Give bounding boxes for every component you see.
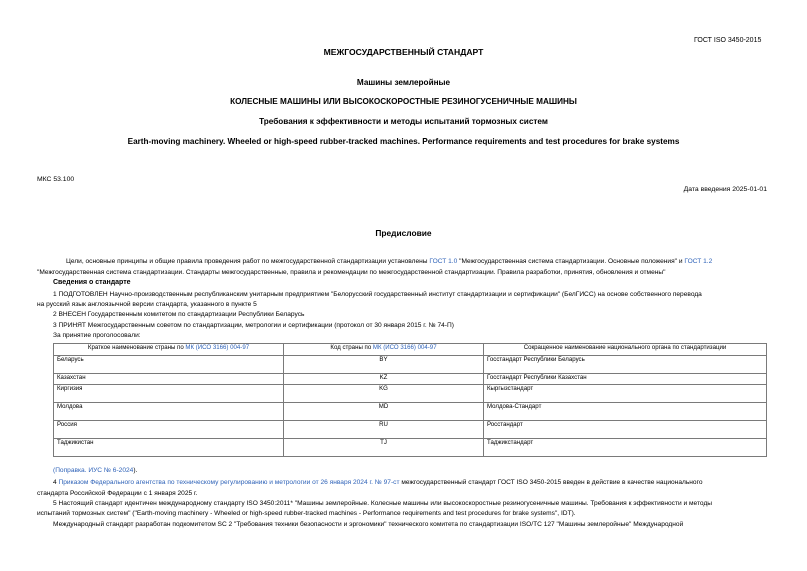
table-row (54, 421, 767, 439)
title-english: Earth-moving machinery. Wheeled or high-speed rubber-tracked machines. Performance requirements and test procedures for brake systems (127, 137, 680, 146)
country-name: Беларусь (54, 356, 284, 374)
title-line-1: Машины землеройные (356, 78, 451, 87)
item-1-cont: на русский язык англоязычной версии стандарта, указанного в пункте 5 (37, 301, 257, 308)
country-code: TJ (284, 439, 484, 457)
country-code: MD (284, 403, 484, 421)
item-4-cont: стандарта Российской Федерации с 1 января 2025 г. (37, 490, 198, 497)
standards-body: Госстандарт Республики Казахстан (484, 374, 767, 385)
order-link[interactable]: Приказом Федерального агентства по техническому регулированию и метрологии от 26 января 2024 г. № 97-ст (58, 479, 400, 486)
info-heading: Сведения о стандарте (53, 279, 131, 286)
text: (Поправка. (53, 467, 89, 474)
item-1: 1 ПОДГОТОВЛЕН Научно-производственным республиканским унитарным предприятием "Белорусский государственный институт стандартизации и сертификации" (БелГИСС) на основе собственного перевода (53, 291, 702, 298)
paragraph-principles (66, 258, 712, 265)
text: межгосударственный стандарт ГОСТ ISO 3450-2015 введен в действие в качестве национального (399, 479, 703, 486)
title-line-3: Требования к эффективности и методы испытаний тормозных систем (259, 117, 548, 126)
paragraph-principles-cont: "Межгосударственная система стандартизации. Стандарты межгосударственные, правила и рекомендации по межгосударственной стандартизации. Правила разработки, принятия, обновления и отмены" (37, 269, 666, 276)
standard-type: МЕЖГОСУДАРСТВЕННЫЙ СТАНДАРТ (323, 47, 484, 57)
table-row (54, 403, 767, 421)
standards-body: Таджикстандарт (484, 439, 767, 457)
ius-link[interactable]: ИУС № 6-2024 (88, 467, 134, 474)
country-name: Киргизия (54, 385, 284, 403)
item-6: Международный стандарт разработан подкомитетом SC 2 "Требования техники безопасности и эргономики" технического комитета по стандартизации ISO/TC 127 "Машины землеройные" Международной (53, 521, 684, 528)
document-code: ГОСТ ISO 3450-2015 (694, 37, 762, 44)
standards-body: Госстандарт Республики Беларусь (484, 356, 767, 374)
item-4 (53, 479, 703, 486)
item-3: 3 ПРИНЯТ Межгосударственным советом по стандартизации, метрологии и сертификации (протокол от 30 января 2015 г. № 74-П) (53, 322, 454, 329)
title-line-2: КОЛЕСНЫЕ МАШИНЫ ИЛИ ВЫСОКОСКОРОСТНЫЕ РЕЗИНОГУСЕНИЧНЫЕ МАШИНЫ (230, 97, 577, 106)
text: "Межгосударственная система стандартизации. Основные положения" и (457, 258, 685, 265)
standards-body: Кыргызстандарт (484, 385, 767, 403)
table-row (54, 439, 767, 457)
item-5-cont: испытаний тормозных систем" ("Earth-moving machinery - Wheeled or high-speed rubber-tracked machines - Performance requirements and test procedures for brake systems", IDT). (37, 510, 576, 517)
country-code: BY (284, 356, 484, 374)
mk-iso-link[interactable]: МК (ИСО 3166) 004-97 (372, 344, 437, 351)
text: Код страны по (330, 344, 373, 351)
amendment-note (53, 467, 137, 474)
introduction-date: Дата введения 2025-01-01 (683, 186, 767, 193)
table-header (284, 344, 484, 356)
foreword-heading: Предисловие (375, 228, 432, 238)
country-name: Россия (54, 421, 284, 439)
standards-body: Росстандарт (484, 421, 767, 439)
item-5: 5 Настоящий стандарт идентичен международному стандарту ISO 3450:2011* "Машины землеройные. Колесные машины или высокоскоростные резиногусеничные машины. Требования к эффективности и методы (53, 500, 713, 507)
countries-table (53, 343, 767, 457)
gost-1-0-link[interactable]: ГОСТ 1.0 (429, 258, 458, 265)
text: Сокращенное наименование национального органа по стандартизации (523, 344, 727, 351)
country-name: Казахстан (54, 374, 284, 385)
text: Краткое наименование страны по (87, 344, 186, 351)
voted-label: За принятие проголосовали: (53, 332, 141, 339)
standards-body: Молдова-Стандарт (484, 403, 767, 421)
item-2: 2 ВНЕСЕН Государственным комитетом по стандартизации Республики Беларусь (53, 311, 305, 318)
mk-iso-link[interactable]: МК (ИСО 3166) 004-97 (185, 344, 250, 351)
mks-code: МКС 53.100 (37, 176, 75, 183)
text: ). (133, 467, 138, 474)
text: 4 (53, 479, 59, 486)
country-code: KG (284, 385, 484, 403)
table-row (54, 385, 767, 403)
table-row (54, 356, 767, 374)
text: Цели, основные принципы и общие правила проведения работ по межгосударственной стандартизации установлены (66, 258, 430, 265)
table-header (54, 344, 284, 356)
country-code: KZ (284, 374, 484, 385)
table-row (54, 374, 767, 385)
country-name: Таджикистан (54, 439, 284, 457)
country-code: RU (284, 421, 484, 439)
table-header (484, 344, 767, 356)
gost-1-2-link[interactable]: ГОСТ 1.2 (684, 258, 713, 265)
country-name: Молдова (54, 403, 284, 421)
